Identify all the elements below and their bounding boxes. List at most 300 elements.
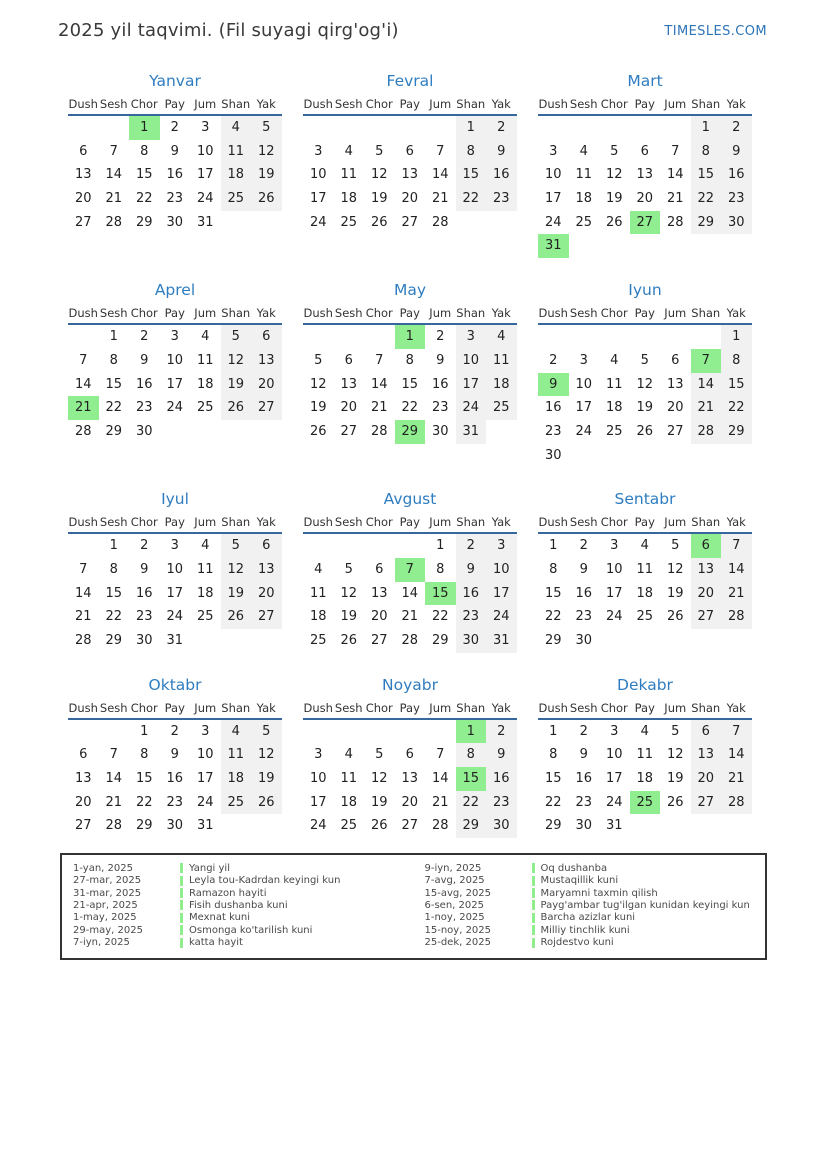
day-cell: 9 [436,352,445,368]
weekday-label: Dush [538,306,568,321]
legend-item [414,875,766,887]
month-title: Yanvar [149,72,201,90]
weekday-label: Shan [456,700,486,715]
day-cell: 22 [135,191,153,207]
weekday-header-row [68,306,282,325]
holidays-legend-box [60,853,767,960]
day-cell: 13 [340,376,358,392]
week-row [538,211,752,235]
day-cell: 14 [401,585,419,601]
day-cell: 23 [575,794,593,810]
day-cell: 17 [196,771,214,787]
day-cell: 20 [251,582,282,606]
day-cell: 1 [549,723,558,739]
empty-day-cell [364,325,395,349]
weekday-label: Shan [221,306,251,321]
day-cell: 29 [544,818,562,834]
empty-day-cell [691,234,722,258]
empty-day-cell [334,534,365,558]
day-cell: 30 [575,818,593,834]
weekday-label: Jum [194,97,217,111]
day-cell: 7 [436,747,445,763]
weekday-label: Sesh [334,515,363,530]
week-row [303,582,517,606]
weekday-label: Jum [664,306,687,321]
weekday-label: Chor [130,515,158,530]
day-cell: 18 [196,376,214,392]
empty-day-cell [660,814,691,838]
weekday-header-row [303,97,517,116]
week-row [538,373,752,397]
empty-day-cell [395,534,426,558]
day-cell: 23 [486,187,517,211]
day-cell: 23 [486,791,517,815]
day-cell: 22 [105,400,123,416]
day-cell: 6 [79,747,88,763]
weekday-label: Shan [691,97,721,111]
day-cell: 17 [166,585,184,601]
week-row [538,534,752,558]
day-cell: 26 [340,633,358,648]
weekday-label: Pay [634,515,655,530]
legend-item [414,912,766,924]
legend-item-name: Osmonga ko'tarilish kuni [189,924,313,936]
day-cell: 15 [105,376,123,392]
weekday-label: Sesh [334,97,363,111]
empty-day-cell [221,629,252,653]
day-cell: 30 [166,214,184,230]
day-cell: 28 [105,818,123,834]
day-cell: 27 [691,605,722,629]
day-cell: 15 [544,585,562,601]
day-cell: 10 [575,376,593,392]
day-cell: 3 [170,538,179,554]
day-cell: 24 [196,191,214,207]
holiday-marker-icon [180,888,183,898]
empty-day-cell [599,325,630,349]
day-cell: 24 [196,794,214,810]
day-cell: 17 [486,582,517,606]
holiday-day-cell: 15 [456,767,487,791]
day-cell: 11 [309,585,327,601]
day-cell: 14 [666,167,684,183]
week-row [538,444,752,468]
day-cell: 29 [135,214,153,230]
empty-day-cell [68,534,99,558]
day-cell: 21 [691,396,722,420]
day-cell: 10 [309,167,327,183]
day-cell: 13 [251,558,282,582]
holiday-marker-icon [532,900,535,910]
week-row [303,767,517,791]
week-row [303,791,517,815]
legend-item-date: 21-apr, 2025 [73,899,138,911]
day-cell: 27 [370,633,388,648]
weekday-label: Sesh [334,700,363,715]
week-row [303,396,517,420]
day-cell: 27 [74,214,92,230]
day-cell: 26 [666,609,684,625]
week-row [68,211,282,235]
week-row [538,396,752,420]
day-cell: 20 [636,191,654,207]
day-cell: 2 [456,534,487,558]
day-cell: 27 [251,605,282,629]
legend-item [62,887,414,899]
month-iyul [68,490,282,652]
weekday-label: Chor [600,700,628,715]
day-cell: 12 [370,771,388,787]
day-cell: 6 [640,143,649,159]
empty-day-cell [68,720,99,744]
day-cell: 8 [140,143,149,159]
day-cell: 10 [309,771,327,787]
weekday-label: Pay [634,700,655,715]
week-row [68,534,282,558]
day-cell: 1 [109,538,118,554]
day-cell: 27 [691,791,722,815]
week-row [538,187,752,211]
weekday-label: Jum [194,700,217,715]
week-row [303,720,517,744]
empty-day-cell [721,629,752,653]
holiday-day-cell: 1 [395,325,426,349]
month-fevral [303,72,517,234]
empty-day-cell [630,234,661,258]
day-cell: 13 [666,376,684,392]
day-cell: 8 [549,561,558,577]
site-link[interactable]: TIMESLES.COM [664,24,767,39]
day-cell: 29 [721,420,752,444]
day-cell: 7 [721,720,752,744]
day-cell: 9 [140,561,149,577]
legend-item-date: 9-iyn, 2025 [424,862,482,874]
weekday-label: Dush [538,97,568,111]
empty-day-cell [221,211,252,235]
weekday-label: Yak [726,700,746,715]
week-row [303,187,517,211]
day-cell: 7 [109,747,118,763]
week-row [303,558,517,582]
weekday-label: Sesh [569,515,598,530]
day-cell: 11 [636,747,654,763]
weekday-label: Jum [429,700,452,715]
day-cell: 13 [370,585,388,601]
day-cell: 24 [486,605,517,629]
day-cell: 25 [575,214,593,230]
holiday-marker-icon [532,876,535,886]
day-cell: 28 [721,791,752,815]
day-cell: 30 [135,633,153,648]
weekday-label: Sesh [569,700,598,715]
day-cell: 4 [221,720,252,744]
day-cell: 29 [105,423,123,439]
day-cell: 17 [575,400,593,416]
legend-item-date: 6-sen, 2025 [424,899,484,911]
weekday-label: Chor [130,97,158,111]
day-cell: 15 [456,163,487,187]
page-title: 2025 yil taqvimi. (Fil suyagi qirg'og'i) [58,20,399,41]
day-cell: 6 [251,325,282,349]
weekday-header-row [303,515,517,534]
day-cell: 22 [401,400,419,416]
day-cell: 7 [79,352,88,368]
day-cell: 26 [221,396,252,420]
holiday-day-cell: 9 [538,373,569,397]
weekday-header-row [68,515,282,534]
day-cell: 26 [666,794,684,810]
day-cell: 27 [74,818,92,834]
holiday-day-cell: 21 [68,396,99,420]
legend-item-name: Barcha azizlar kuni [540,912,636,924]
day-cell: 19 [309,400,327,416]
empty-day-cell [630,629,661,653]
week-row [538,349,752,373]
day-cell: 1 [721,325,752,349]
weekday-label: Sesh [334,306,363,321]
day-cell: 25 [221,187,252,211]
empty-day-cell [364,720,395,744]
week-row [538,814,752,838]
day-cell: 12 [251,743,282,767]
weekday-label: Dush [303,306,333,321]
day-cell: 4 [640,723,649,739]
legend-item [62,862,414,874]
empty-day-cell [660,116,691,140]
month-noyabr [303,676,517,838]
week-row [538,234,752,258]
day-cell: 14 [691,373,722,397]
day-cell: 30 [166,818,184,834]
empty-day-cell [691,629,722,653]
legend-item-date: 27-mar, 2025 [73,875,142,887]
day-cell: 23 [456,605,487,629]
weekday-label: Yak [726,97,746,111]
holiday-day-cell: 1 [129,116,160,140]
day-cell: 3 [579,352,588,368]
day-cell: 21 [74,609,92,625]
empty-day-cell [99,720,130,744]
empty-day-cell [334,720,365,744]
day-cell: 18 [486,373,517,397]
empty-day-cell [660,444,691,468]
month-may [303,281,517,443]
weekday-label: Pay [164,515,185,530]
empty-day-cell [425,116,456,140]
week-row [538,605,752,629]
day-cell: 13 [401,167,419,183]
week-row [538,791,752,815]
week-row [68,629,282,653]
empty-day-cell [599,629,630,653]
day-cell: 28 [721,605,752,629]
day-cell: 12 [666,747,684,763]
day-cell: 24 [605,609,623,625]
day-cell: 5 [251,116,282,140]
day-cell: 1 [549,538,558,554]
empty-day-cell [599,444,630,468]
holiday-marker-icon [180,925,183,935]
empty-day-cell [99,116,130,140]
day-cell: 30 [431,423,449,439]
weekday-label: Chor [365,306,393,321]
day-cell: 19 [340,609,358,625]
legend-item [414,862,766,874]
holiday-day-cell: 7 [395,558,426,582]
holiday-day-cell: 1 [456,720,487,744]
day-cell: 2 [549,352,558,368]
day-cell: 30 [544,447,562,463]
day-cell: 17 [544,191,562,207]
day-cell: 14 [370,376,388,392]
holiday-marker-icon [180,876,183,886]
day-cell: 14 [105,167,123,183]
day-cell: 3 [201,120,210,135]
holiday-marker-icon [532,913,535,923]
holiday-marker-icon [180,913,183,923]
day-cell: 25 [340,818,358,834]
day-cell: 16 [166,771,184,787]
holiday-marker-icon [532,888,535,898]
day-cell: 17 [605,585,623,601]
holiday-day-cell: 31 [538,234,569,258]
weekday-label: Shan [221,700,251,715]
day-cell: 4 [221,116,252,140]
day-cell: 19 [370,191,388,207]
holiday-marker-icon [180,900,183,910]
day-cell: 10 [544,167,562,183]
empty-day-cell [721,814,752,838]
week-row [68,163,282,187]
day-cell: 28 [74,423,92,439]
empty-day-cell [251,420,282,444]
day-cell: 15 [721,373,752,397]
day-cell: 16 [135,376,153,392]
day-cell: 31 [196,214,214,230]
day-cell: 3 [610,538,619,554]
day-cell: 5 [221,534,252,558]
day-cell: 20 [74,191,92,207]
day-cell: 14 [74,585,92,601]
legend-item-date: 1-may, 2025 [73,912,137,924]
weekday-label: Dush [538,515,568,530]
day-cell: 26 [636,423,654,439]
week-row [68,325,282,349]
day-cell: 9 [579,561,588,577]
week-row [68,814,282,838]
month-title: Sentabr [614,490,676,509]
day-cell: 26 [605,214,623,230]
day-cell: 26 [309,423,327,439]
day-cell: 1 [456,116,487,140]
day-cell: 12 [340,585,358,601]
weekday-label: Dush [303,515,333,530]
week-row [68,791,282,815]
day-cell: 17 [196,167,214,183]
day-cell: 27 [401,818,419,834]
day-cell: 23 [721,187,752,211]
weekday-label: Jum [429,306,452,321]
day-cell: 12 [636,376,654,392]
day-cell: 20 [401,191,419,207]
day-cell: 29 [456,814,487,838]
day-cell: 24 [544,214,562,230]
weekday-label: Jum [664,515,687,530]
day-cell: 12 [605,167,623,183]
day-cell: 22 [456,187,487,211]
day-cell: 4 [344,143,353,159]
day-cell: 30 [486,814,517,838]
legend-item-date: 1-yan, 2025 [73,862,133,874]
day-cell: 18 [196,585,214,601]
day-cell: 9 [140,352,149,368]
empty-day-cell [538,325,569,349]
week-row [68,582,282,606]
day-cell: 1 [109,329,118,345]
legend-item-name: Ramazon hayiti [189,887,267,899]
empty-day-cell [599,234,630,258]
month-title: Noyabr [382,675,438,694]
day-cell: 2 [721,116,752,140]
legend-item-name: Rojdestvo kuni [540,937,614,949]
weekday-header-row [303,701,517,720]
day-cell: 4 [610,352,619,368]
empty-day-cell [721,444,752,468]
day-cell: 16 [135,585,153,601]
empty-day-cell [599,116,630,140]
day-cell: 21 [370,400,388,416]
day-cell: 20 [340,400,358,416]
day-cell: 7 [109,143,118,159]
day-cell: 25 [486,396,517,420]
day-cell: 4 [201,538,210,554]
week-row [68,187,282,211]
day-cell: 12 [221,349,252,373]
day-cell: 26 [221,605,252,629]
holiday-day-cell: 7 [691,349,722,373]
month-aprel [68,281,282,443]
day-cell: 9 [721,140,752,164]
day-cell: 17 [456,373,487,397]
weekday-label: Pay [399,515,420,530]
weekday-label: Chor [365,700,393,715]
empty-day-cell [190,629,221,653]
day-cell: 23 [135,400,153,416]
holiday-day-cell: 29 [395,420,426,444]
legend-item-date: 15-noy, 2025 [424,924,492,936]
day-cell: 31 [486,629,517,653]
day-cell: 28 [74,633,92,648]
weekday-label: Pay [164,306,185,321]
legend-item-name: Maryamni taxmin qilish [540,887,658,899]
day-cell: 10 [456,349,487,373]
empty-day-cell [691,814,722,838]
empty-day-cell [538,116,569,140]
day-cell: 20 [691,582,722,606]
month-title: Mart [627,72,663,90]
week-row [68,349,282,373]
holiday-marker-icon [180,863,183,873]
day-cell: 21 [431,191,449,207]
day-cell: 13 [251,349,282,373]
empty-day-cell [221,420,252,444]
day-cell: 18 [605,400,623,416]
week-row [538,582,752,606]
day-cell: 6 [405,747,414,763]
empty-day-cell [569,234,600,258]
week-row [68,140,282,164]
day-cell: 2 [140,329,149,345]
